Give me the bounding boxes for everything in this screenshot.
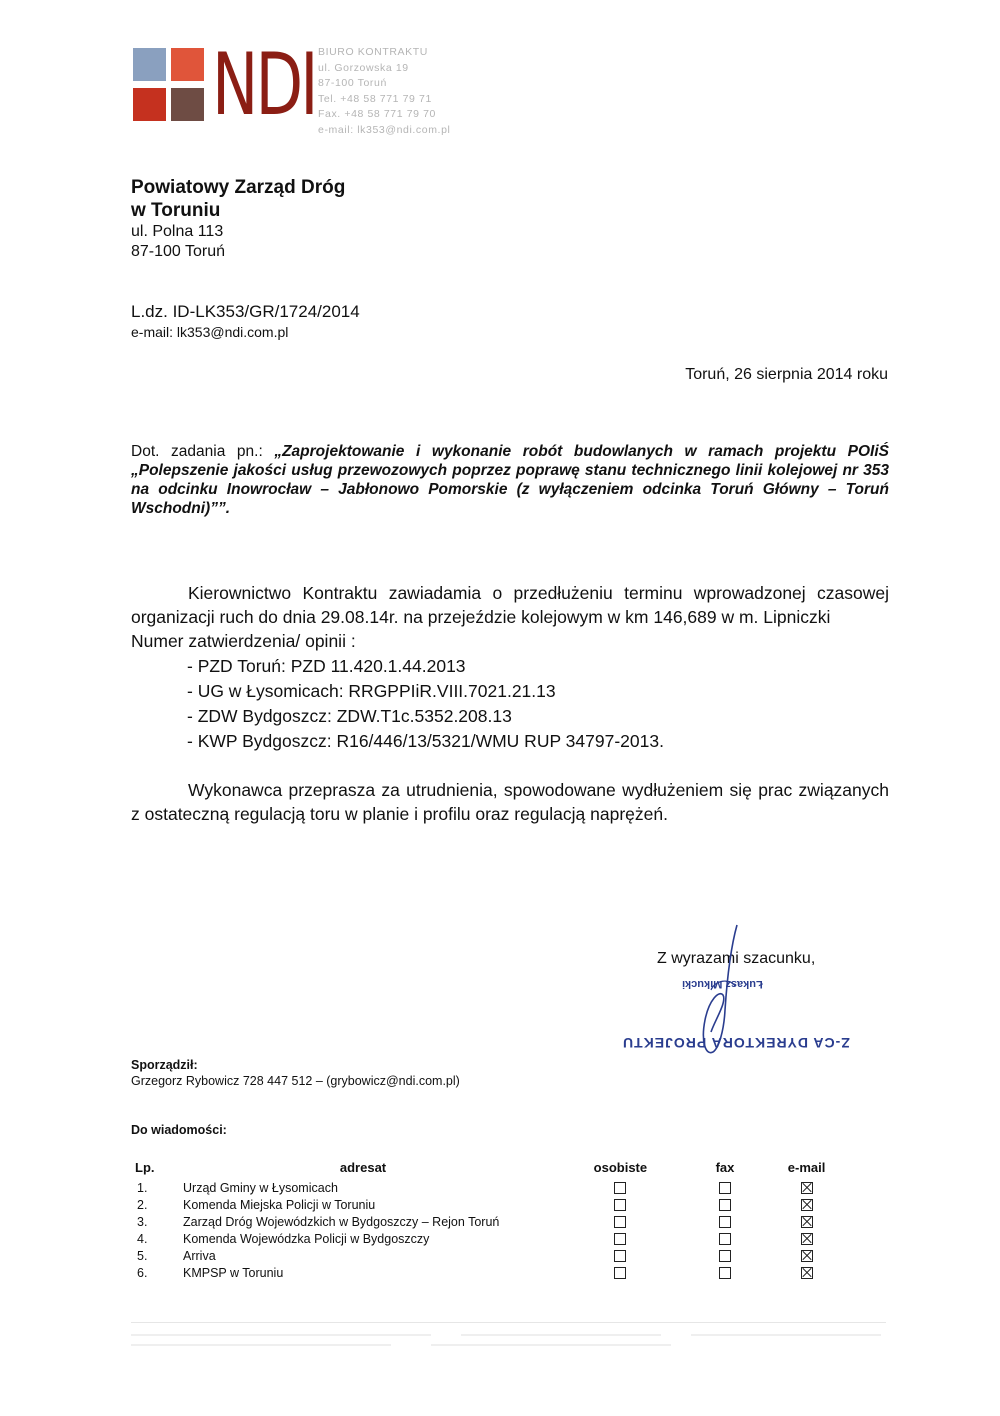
- row-email-cell: [752, 1213, 861, 1230]
- checkbox-email-checked: [801, 1267, 813, 1279]
- distribution-table: [131, 1158, 861, 1281]
- approval-item: - ZDW Bydgoszcz: ZDW.T1c.5352.208.13: [187, 706, 512, 726]
- company-logo-wordmark: NDI: [212, 35, 316, 135]
- letter-date: Toruń, 26 sierpnia 2014 roku: [685, 366, 888, 383]
- checkbox-fax-unchecked: [719, 1182, 731, 1194]
- closing-phrase: Z wyrazami szacunku,: [657, 950, 816, 967]
- subject-paragraph: [131, 442, 889, 518]
- checkbox-osobiste-unchecked: [614, 1216, 626, 1228]
- recipient-block: [131, 176, 345, 262]
- row-osobiste-cell: [543, 1230, 698, 1247]
- checkbox-fax-unchecked: [719, 1250, 731, 1262]
- row-number: 6.: [137, 1265, 148, 1280]
- row-fax-cell: [698, 1247, 752, 1264]
- checkbox-email-checked: [801, 1216, 813, 1228]
- approval-item: - PZD Toruń: PZD 11.420.1.44.2013: [187, 656, 466, 676]
- row-fax-cell: [698, 1179, 752, 1196]
- stamp-signatory-name: Łukasz Mikucki: [682, 978, 763, 990]
- distribution-row: [131, 1230, 861, 1247]
- office-city: 87-100 Toruń: [318, 77, 387, 89]
- row-addressee: Komenda Wojewódzka Policji w Bydgoszczy: [183, 1231, 430, 1246]
- row-addressee: Komenda Miejska Policji w Toruniu: [183, 1197, 376, 1212]
- distribution-row: [131, 1264, 861, 1281]
- approval-item: - UG w Łysomicach: RRGPPIiR.VIII.7021.21.13: [187, 681, 556, 701]
- row-email-cell: [752, 1196, 861, 1213]
- header-osobiste: osobiste: [593, 1159, 648, 1175]
- body-paragraph-1: Kierownictwo Kontraktu zawiadamia o przedłużeniu terminu wprowadzonej czasowej organizacji ruch do dnia 29.08.14r. na przejeździe kolejowym w km 146,689 w m. Lipniczki: [131, 583, 889, 627]
- company-logo-squares: [133, 48, 207, 124]
- approval-item: - KWP Bydgoszcz: R16/446/13/5321/WMU RUP 34797-2013.: [187, 731, 664, 751]
- approvals-list: [187, 654, 664, 754]
- checkbox-email-checked: [801, 1250, 813, 1262]
- row-number: 4.: [137, 1231, 148, 1246]
- header-lp: Lp.: [135, 1159, 155, 1175]
- row-number: 3.: [137, 1214, 148, 1229]
- checkbox-email-checked: [801, 1233, 813, 1245]
- office-email: e-mail: lk353@ndi.com.pl: [318, 123, 451, 136]
- distribution-row: [131, 1213, 861, 1230]
- row-fax-cell: [698, 1196, 752, 1213]
- recipient-city: 87-100 Toruń: [131, 243, 225, 260]
- prepared-by-value: Grzegorz Rybowicz 728 447 512 – (grybowicz@ndi.com.pl): [131, 1074, 460, 1088]
- distribution-row: [131, 1179, 861, 1196]
- row-osobiste-cell: [543, 1196, 698, 1213]
- recipient-street: ul. Polna 113: [131, 223, 224, 240]
- reference-number: L.dz. ID-LK353/GR/1724/2014: [131, 302, 360, 321]
- row-addressee: Urząd Gminy w Łysomicach: [183, 1180, 338, 1195]
- distribution-header-row: [131, 1158, 861, 1179]
- recipient-name-line1: Powiatowy Zarząd Dróg: [131, 177, 346, 198]
- row-osobiste-cell: [543, 1179, 698, 1196]
- stamp-signatory-title: Z-CA DYREKTORA PROJEKTU: [622, 1035, 850, 1051]
- row-number: 2.: [137, 1197, 148, 1212]
- subject-title: „Zaprojektowanie i wykonanie robót budowlanych w ramach projektu POIiŚ „Polepszenie jakości usług przewozowych poprzez poprawę stanu technicznego linii kolejowej nr 353 na odcinku Inowrocław – Jabłonowo Pomorskie (z wyłączeniem odcinka Toruń Główny – Toruń Wschodni)””.: [131, 443, 889, 517]
- approvals-label: Numer zatwierdzenia/ opinii :: [131, 631, 356, 651]
- checkbox-email-checked: [801, 1199, 813, 1211]
- office-phone: Tel. +48 58 771 79 71: [318, 92, 432, 105]
- footer-faint-text: [131, 1330, 886, 1352]
- header-adresat: adresat: [339, 1159, 387, 1175]
- office-fax: Fax. +48 58 771 79 70: [318, 108, 436, 120]
- distribution-label: Do wiadomości:: [131, 1123, 227, 1137]
- row-email-cell: [752, 1179, 861, 1196]
- row-email-cell: [752, 1264, 861, 1281]
- checkbox-fax-unchecked: [719, 1267, 731, 1279]
- checkbox-osobiste-unchecked: [614, 1182, 626, 1194]
- logo-square-red: [133, 88, 166, 121]
- checkbox-fax-unchecked: [719, 1233, 731, 1245]
- subject-lead: Dot. zadania pn.:: [131, 443, 275, 460]
- body-paragraph-2: Wykonawca przeprasza za utrudnienia, spowodowane wydłużeniem się prac związanych z ostateczną regulacją toru w planie i profilu oraz regulacją naprężeń.: [131, 780, 889, 824]
- checkbox-fax-unchecked: [719, 1199, 731, 1211]
- office-street: ul. Gorzowska 19: [318, 61, 409, 74]
- footer-divider: [131, 1322, 886, 1323]
- prepared-by-label: Sporządził:: [131, 1058, 198, 1072]
- checkbox-email-checked: [801, 1182, 813, 1194]
- checkbox-osobiste-unchecked: [614, 1233, 626, 1245]
- checkbox-fax-unchecked: [719, 1216, 731, 1228]
- row-fax-cell: [698, 1230, 752, 1247]
- row-addressee: Arriva: [183, 1248, 216, 1263]
- row-osobiste-cell: [543, 1213, 698, 1230]
- checkbox-osobiste-unchecked: [614, 1250, 626, 1262]
- distribution-row: [131, 1196, 861, 1213]
- checkbox-osobiste-unchecked: [614, 1199, 626, 1211]
- header-fax: fax: [715, 1159, 735, 1175]
- logo-square-brown: [171, 88, 204, 121]
- row-email-cell: [752, 1230, 861, 1247]
- logo-square-blue: [133, 48, 166, 81]
- recipient-name-line2: w Toruniu: [131, 200, 221, 221]
- row-number: 5.: [137, 1248, 148, 1263]
- reference-email: e-mail: lk353@ndi.com.pl: [131, 324, 289, 340]
- row-osobiste-cell: [543, 1247, 698, 1264]
- row-email-cell: [752, 1247, 861, 1264]
- row-addressee: Zarząd Dróg Wojewódzkich w Bydgoszczy – Rejon Toruń: [183, 1214, 500, 1229]
- office-address-block: [318, 45, 450, 138]
- checkbox-osobiste-unchecked: [614, 1267, 626, 1279]
- row-addressee: KMPSP w Toruniu: [183, 1265, 284, 1280]
- row-osobiste-cell: [543, 1264, 698, 1281]
- distribution-row: [131, 1247, 861, 1264]
- row-number: 1.: [137, 1180, 148, 1195]
- row-fax-cell: [698, 1213, 752, 1230]
- office-name: BIURO KONTRAKTU: [318, 46, 428, 58]
- logo-square-orange: [171, 48, 204, 81]
- header-email: e-mail: [787, 1159, 826, 1175]
- row-fax-cell: [698, 1264, 752, 1281]
